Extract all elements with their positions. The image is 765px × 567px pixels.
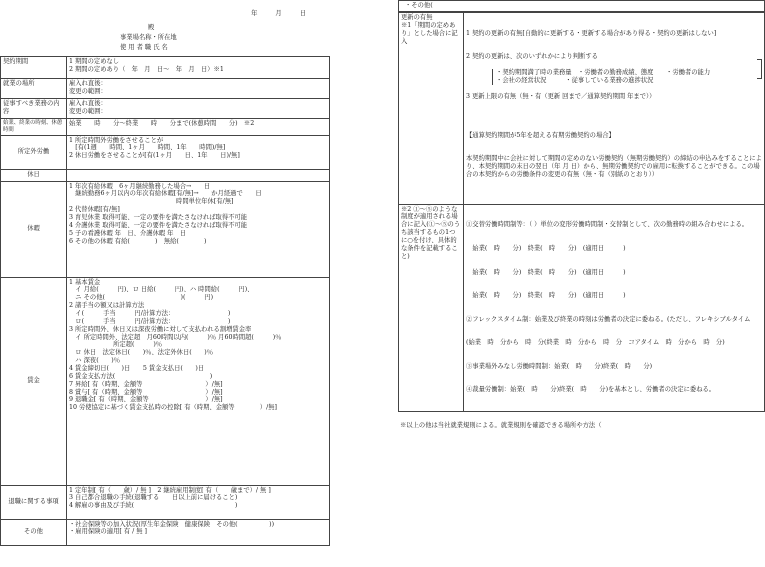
label-overtime: 所定外労働 bbox=[1, 135, 67, 169]
row-work-place bbox=[1, 79, 330, 99]
row-shift bbox=[399, 204, 765, 411]
footnote: ※以上の他は当社就業規則による。就業規則を確認できる場所や方法（ bbox=[400, 421, 602, 429]
value-retirement: 1 定年制[ 有（ 歳）/ 無 ] 2 継続雇用制度[ 有（ 歳まで）/ 無 ] 3 自己都合退職の手続(退職する 日以上前に届けること) 4 解雇の事由及び手続( ) bbox=[67, 485, 330, 519]
value-leave: 1 年次有給休暇 6ヶ月継続勤務した場合→ 日 継続勤務6ヶ月以内の年次有給休暇[有/無]→ か月経過で 日 時間単位年休[有/無] 2 代替休暇[有/無] 3 育児休業 取得可能、一定の要件を満たさなければ取得不可能 4 介護休業 取得可能、一定の要件を満たさなければ取得不可能 5 子の看護休暇 年 日、介護休暇 年 日 6 その他の休暇 有給( ) 無給( ) bbox=[67, 181, 330, 277]
value-job-content: 雇入れ直後： 変更の範囲： bbox=[67, 99, 330, 119]
row-working-hours bbox=[1, 119, 330, 136]
right-table bbox=[398, 12, 765, 412]
row-leave bbox=[1, 181, 330, 277]
conditions-table bbox=[0, 56, 330, 546]
value-renewal: 1 契約の更新の有無[自動的に更新する・更新する場合があり得る・契約の更新はしない] 2 契約の更新は、次のいずれかにより判断する ・契約期間満了時の業務量 ・労働者の勤務成績、態度 ・労働者の能力 ・会社の経営状況 ・従事している業務の進捗状況 3 更新上限の有無（無・有（更新 回まで／通算契約期間 年まで）） 【通算契約期間が5年を超える有期労働契約の場合】 本契約期間中に会社に対して期間の定めのない労働契約（無期労働契約）の締結の申込みをすることにより、本契約期間の末日の翌日（年 月 日）から、無期労働契約での雇用に転換することができる。この場合の本契約からの労働条件の変更の有無（無・有（別紙のとおり）） bbox=[464, 13, 765, 205]
row-wages bbox=[1, 277, 330, 485]
form-header bbox=[0, 0, 330, 56]
label-work-place: 就業の場所 bbox=[1, 79, 67, 99]
company-name-address: 事業場名称・所在地 bbox=[120, 34, 177, 41]
row-overtime bbox=[1, 135, 330, 169]
value-holidays bbox=[67, 169, 330, 181]
label-retirement: 退職に関する事項 bbox=[1, 485, 67, 519]
employer-name: 使 用 者 職 氏 名 bbox=[120, 44, 168, 51]
label-renewal: 更新の有無 ※1「期間の定めあり」とした場合に記入 bbox=[399, 13, 464, 205]
value-overtime: 1 所定時間外労働をさせることが [有(1週 時間、1ヶ月 時間、1年 時間)/無] 2 休日労働をさせることが[有(1ヶ月 日、1年 日)/無] bbox=[67, 135, 330, 169]
label-holidays: 休日 bbox=[1, 169, 67, 181]
bracket-mark bbox=[757, 59, 762, 79]
value-work-place: 雇入れ直後： 変更の範囲： bbox=[67, 79, 330, 99]
label-job-content: 従事すべき業務の内容 bbox=[1, 99, 67, 119]
row-other bbox=[1, 519, 330, 545]
value-other: ・社会保険等の加入状況(厚生年金保険 健康保険 その他( )) ・雇用保険の適用[ 有 / 無 ] bbox=[67, 519, 330, 545]
label-contract-period: 契約期間 bbox=[1, 57, 67, 79]
working-conditions-form-left bbox=[0, 0, 330, 567]
label-wages: 賃金 bbox=[1, 277, 67, 485]
label-shift: ※2 ①～⑤のような制度が適用される場合に記入(①～⑤のうち該当するもの1つに○を付け、具体的な条件を記載すること) bbox=[399, 204, 464, 411]
working-conditions-form-right bbox=[398, 0, 765, 567]
label-other: その他 bbox=[1, 519, 67, 545]
addressee-title: 殿 bbox=[148, 24, 155, 31]
row-job-content bbox=[1, 99, 330, 119]
row-renewal bbox=[399, 13, 765, 205]
row-holidays bbox=[1, 169, 330, 181]
date-field: 年月日 bbox=[251, 10, 324, 17]
label-leave: 休暇 bbox=[1, 181, 67, 277]
value-shift: ①交替労働時間制等：（ ）単位の変形労働時間制・交替制として、次の勤務時の組み合わせによる。 始業( 時 分) 終業( 時 分) (適用日 ) 始業( 時 分) 終業( 時 分) (適用日 ) 始業( 時 分) 終業( 時 分) (適用日 ) ②フレックスタイム制：始業及び終業の時刻は労働者の決定に委ねる。(ただし、フレキシブルタイム (始業 時 分から 時 分(終業 時 分から 時 分 コアタイム 時 分から 時 分) ③事業場外みなし労働時間制：始業( 時 分)終業( 時 分) ④裁量労働制：始業( 時 分)終業( 時 分)を基本とし、労働者の決定に委ねる。 bbox=[464, 204, 765, 411]
value-wages: 1 基本賃金 イ 月給( 円)、ロ 日給( 円)、ハ 時間給( 円)、 ニ その他( )( 円) 2 諸手当の額又は計算方法 イ( 手当 円/計算方法： ) ロ( 手当 円/計算方法： ) 3 所定時間外、休日又は深夜労働に対して支払われる割増賃金率 イ 所定時間外、法定超 月60時間以内( )％ 月60時間超( )％ 所定超( )％ ロ 休日 法定休日( )％、法定外休日( )％ ハ 深夜( )％ 4 賃金締切日( )日 5 賃金支払日( )日 6 賃金支払方法( ) 7 昇給[ 有（時期、金額等 ）/無] 8 賞与[ 有（時期、金額等 ）/無] 9 退職金[ 有（時期、金額等 ）/無] 10 労使協定に基づく賃金支払時の控除[ 有（時期、金額等 ）/無] bbox=[67, 277, 330, 485]
other-line: ・その他( bbox=[398, 0, 765, 12]
value-working-hours: 始業 時 分～終業 時 分まで(休憩時間 分) ※2 bbox=[67, 119, 330, 136]
value-contract-period: 1 期間の定めなし 2 期間の定めあり（ 年 月 日～ 年 月 日）※1 bbox=[67, 57, 330, 79]
label-working-hours: 始業、終業の時刻、休憩時間 bbox=[1, 119, 67, 136]
row-retirement bbox=[1, 485, 330, 519]
row-contract-period bbox=[1, 57, 330, 79]
